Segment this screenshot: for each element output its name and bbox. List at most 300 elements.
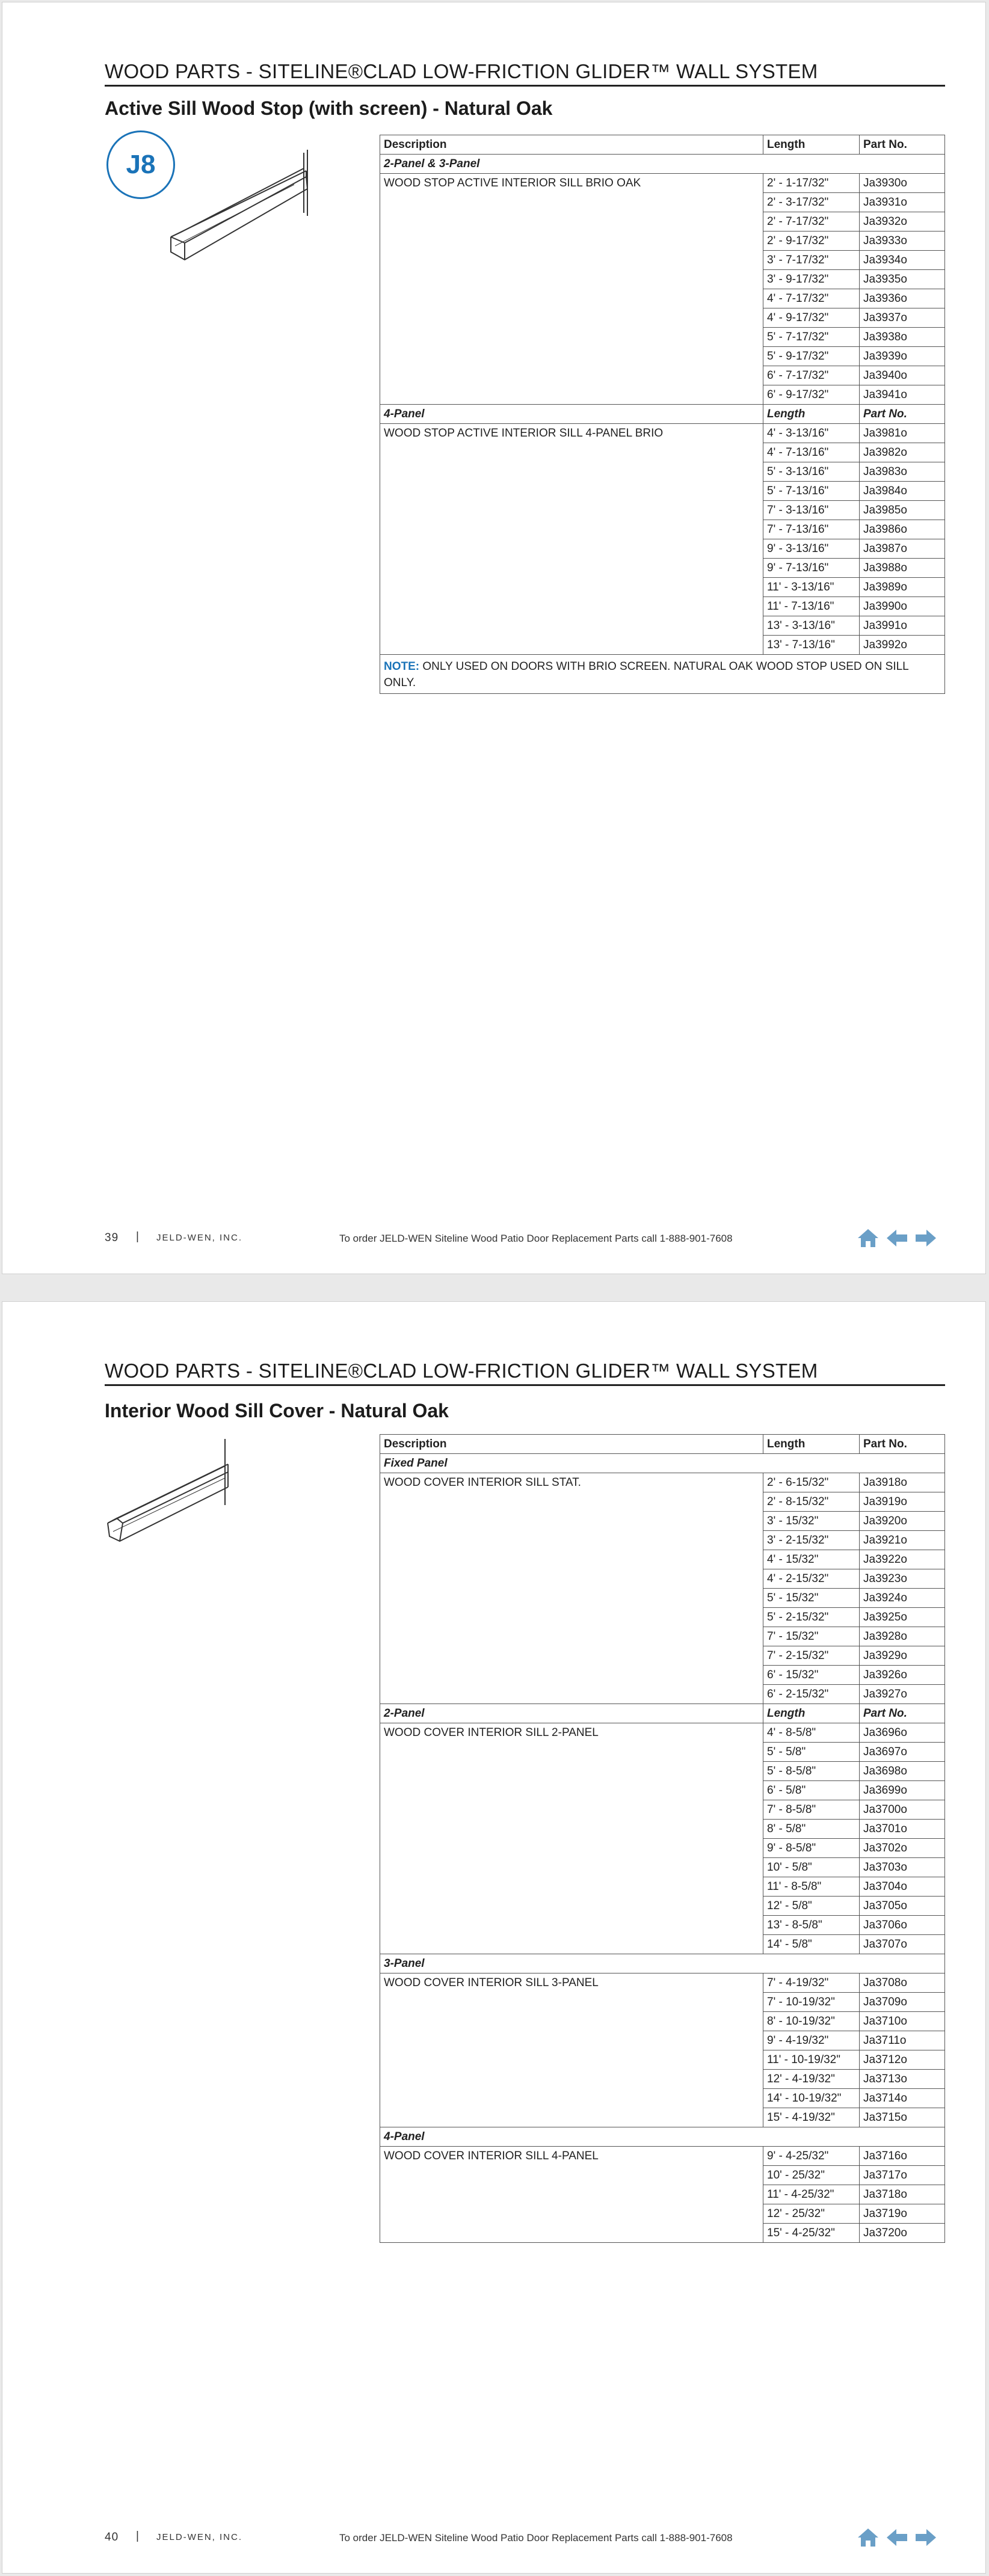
row-description-empty [380,2108,763,2127]
row-description-empty [380,482,763,501]
row-length: 6' - 2-15/32" [763,1685,860,1704]
row-part-number: Ja3987o [860,539,945,559]
row-length: 5' - 9-17/32" [763,347,860,366]
header-part-no: Part No. [860,1435,945,1454]
row-part-number: Ja3710o [860,2012,945,2031]
table-row [380,328,945,347]
back-arrow-icon[interactable] [886,2527,908,2548]
table-row [380,636,945,655]
group-name: 2-Panel [380,1704,763,1723]
forward-arrow-icon[interactable] [914,2527,937,2548]
table-row [380,424,945,443]
row-description-empty [380,1608,763,1627]
row-length: 3' - 7-17/32" [763,251,860,270]
row-description: WOOD STOP ACTIVE INTERIOR SILL 4-PANEL BRIO [380,424,763,443]
table-row [380,1743,945,1762]
row-length: 7' - 2-15/32" [763,1646,860,1666]
row-part-number: Ja3940o [860,366,945,385]
row-length: 7' - 15/32" [763,1627,860,1646]
row-description: WOOD COVER INTERIOR SILL STAT. [380,1473,763,1492]
row-length: 6' - 5/8" [763,1781,860,1800]
row-length: 5' - 3-13/16" [763,462,860,482]
row-part-number: Ja3921o [860,1531,945,1550]
row-description-empty [380,1512,763,1531]
row-description-empty [380,1820,763,1839]
row-description-empty [380,308,763,328]
row-description-empty [380,539,763,559]
row-description-empty [380,1839,763,1858]
table-row [380,1877,945,1897]
row-length: 8' - 10-19/32" [763,2012,860,2031]
footer-separator: | [136,1230,139,1243]
row-part-number: Ja3698o [860,1762,945,1781]
document-title: WOOD PARTS - SITELINE®CLAD LOW-FRICTION GLIDER™ WALL SYSTEM [105,60,818,82]
row-part-number: Ja3939o [860,347,945,366]
row-part-number: Ja3713o [860,2070,945,2089]
header-part-no: Part No. [860,135,945,155]
row-part-number: Ja3714o [860,2089,945,2108]
row-description-empty [380,2012,763,2031]
row-description-empty [380,1858,763,1877]
row-part-number: Ja3991o [860,616,945,636]
table-row [380,482,945,501]
row-length: 13' - 7-13/16" [763,636,860,655]
group-row [380,1704,945,1723]
table-row [380,1492,945,1512]
table-row [380,1839,945,1858]
table-row [380,559,945,578]
nav-icons [857,2527,937,2548]
row-description-empty [380,2089,763,2108]
table-header-row [380,135,945,155]
row-part-number: Ja3984o [860,482,945,501]
row-description-empty [380,1531,763,1550]
row-description-empty [380,1627,763,1646]
table-row [380,1569,945,1589]
row-length: 2' - 8-15/32" [763,1492,860,1512]
row-description-empty [380,385,763,405]
row-length: 6' - 7-17/32" [763,366,860,385]
table-row [380,2012,945,2031]
row-length: 13' - 3-13/16" [763,616,860,636]
row-part-number: Ja3989o [860,578,945,597]
row-description-empty [380,193,763,212]
table-row [380,1800,945,1820]
table-row [380,308,945,328]
table-row [380,2147,945,2166]
table-row [380,1935,945,1954]
row-description: WOOD COVER INTERIOR SILL 2-PANEL [380,1723,763,1743]
wood-stop-illustration [168,147,312,267]
table-row [380,520,945,539]
note-cell [380,655,945,694]
row-length: 4' - 15/32" [763,1550,860,1569]
table-row [380,1512,945,1531]
row-part-number: Ja3702o [860,1839,945,1858]
row-length: 14' - 5/8" [763,1935,860,1954]
row-part-number: Ja3704o [860,1877,945,1897]
group-name: 4-Panel [380,2127,945,2147]
row-length: 8' - 5/8" [763,1820,860,1839]
note-label: NOTE: [384,660,420,673]
row-length: 2' - 6-15/32" [763,1473,860,1492]
row-description-empty [380,1897,763,1916]
row-part-number: Ja3701o [860,1820,945,1839]
row-part-number: Ja3929o [860,1646,945,1666]
row-description-empty [380,443,763,462]
note-text: ONLY USED ON DOORS WITH BRIO SCREEN. NATURAL OAK WOOD STOP USED ON SILL ONLY. [384,660,909,689]
row-length: 3' - 15/32" [763,1512,860,1531]
row-part-number: Ja3936o [860,289,945,308]
header-description: Description [380,135,763,155]
row-part-number: Ja3933o [860,232,945,251]
row-part-number: Ja3697o [860,1743,945,1762]
row-part-number: Ja3986o [860,520,945,539]
row-description-empty [380,1589,763,1608]
group-header-length: Length [763,1704,860,1723]
row-length: 6' - 15/32" [763,1666,860,1685]
row-description: WOOD COVER INTERIOR SILL 4-PANEL [380,2147,763,2166]
table-row [380,1820,945,1839]
row-length: 2' - 9-17/32" [763,232,860,251]
order-info: To order JELD-WEN Siteline Wood Patio Door Replacement Parts call 1-888-901-7608 [339,2532,733,2544]
table-row [380,597,945,616]
row-length: 10' - 5/8" [763,1858,860,1877]
table-row [380,232,945,251]
table-row [380,174,945,193]
row-part-number: Ja3988o [860,559,945,578]
group-header-part: Part No. [860,1704,945,1723]
row-part-number: Ja3925o [860,1608,945,1627]
row-length: 9' - 3-13/16" [763,539,860,559]
row-length: 5' - 8-5/8" [763,1762,860,1781]
row-length: 9' - 8-5/8" [763,1839,860,1858]
row-length: 12' - 4-19/32" [763,2070,860,2089]
row-length: 15' - 4-19/32" [763,2108,860,2127]
row-part-number: Ja3937o [860,308,945,328]
table-row [380,501,945,520]
row-description-empty [380,578,763,597]
row-description-empty [380,2070,763,2089]
row-part-number: Ja3718o [860,2185,945,2204]
group-name: Fixed Panel [380,1454,945,1473]
table-row [380,270,945,289]
row-length: 4' - 3-13/16" [763,424,860,443]
company-name: JELD-WEN, INC. [156,1233,243,1243]
row-part-number: Ja3700o [860,1800,945,1820]
row-length: 14' - 10-19/32" [763,2089,860,2108]
row-description-empty [380,1569,763,1589]
row-part-number: Ja3928o [860,1627,945,1646]
row-part-number: Ja3985o [860,501,945,520]
row-length: 2' - 3-17/32" [763,193,860,212]
row-length: 4' - 7-13/16" [763,443,860,462]
table-row [380,1627,945,1646]
row-part-number: Ja3992o [860,636,945,655]
footer [105,2526,945,2550]
group-name: 4-Panel [380,405,763,424]
table-row [380,2185,945,2204]
row-length: 3' - 9-17/32" [763,270,860,289]
row-description-empty [380,2204,763,2224]
row-description-empty [380,520,763,539]
row-part-number: Ja3931o [860,193,945,212]
row-part-number: Ja3935o [860,270,945,289]
row-length: 11' - 3-13/16" [763,578,860,597]
row-length: 3' - 2-15/32" [763,1531,860,1550]
table-row [380,1550,945,1569]
parts-table [380,135,945,694]
row-length: 15' - 4-25/32" [763,2224,860,2243]
header-length: Length [763,135,860,155]
table-row [380,289,945,308]
row-part-number: Ja3716o [860,2147,945,2166]
row-description-empty [380,1916,763,1935]
group-header-part: Part No. [860,405,945,424]
row-part-number: Ja3990o [860,597,945,616]
row-part-number: Ja3708o [860,1973,945,1993]
table-row [380,1781,945,1800]
row-part-number: Ja3699o [860,1781,945,1800]
row-length: 11' - 8-5/8" [763,1877,860,1897]
row-length: 4' - 8-5/8" [763,1723,860,1743]
note-row [380,655,945,694]
table-row [380,578,945,597]
row-description-empty [380,1935,763,1954]
nav-icons [857,1228,937,1248]
row-length: 10' - 25/32" [763,2166,860,2185]
back-arrow-icon[interactable] [886,1228,908,1248]
title-rule [105,85,945,87]
group-header-length: Length [763,405,860,424]
row-description-empty [380,1762,763,1781]
row-description-empty [380,462,763,482]
table-row [380,212,945,232]
row-length: 11' - 7-13/16" [763,597,860,616]
row-part-number: Ja3720o [860,2224,945,2243]
row-length: 2' - 1-17/32" [763,174,860,193]
row-description-empty [380,597,763,616]
part-badge: J8 [106,130,175,199]
row-length: 13' - 8-5/8" [763,1916,860,1935]
row-description-empty [380,366,763,385]
row-part-number: Ja3918o [860,1473,945,1492]
page-40 [2,1301,986,2574]
row-description-empty [380,1877,763,1897]
section-title: Interior Wood Sill Cover - Natural Oak [105,1400,449,1421]
table-row [380,1666,945,1685]
row-part-number: Ja3920o [860,1512,945,1531]
row-description-empty [380,1800,763,1820]
row-length: 5' - 5/8" [763,1743,860,1762]
row-description-empty [380,2166,763,2185]
header-description: Description [380,1435,763,1454]
forward-arrow-icon[interactable] [914,1228,937,1248]
table-row [380,2224,945,2243]
row-description: WOOD STOP ACTIVE INTERIOR SILL BRIO OAK [380,174,763,193]
row-length: 4' - 7-17/32" [763,289,860,308]
row-part-number: Ja3711o [860,2031,945,2050]
row-part-number: Ja3717o [860,2166,945,2185]
row-description-empty [380,1550,763,1569]
table-row [380,539,945,559]
row-length: 7' - 10-19/32" [763,1993,860,2012]
row-length: 5' - 15/32" [763,1589,860,1608]
footer [105,1227,945,1251]
company-name: JELD-WEN, INC. [156,2532,243,2542]
document-title: WOOD PARTS - SITELINE®CLAD LOW-FRICTION GLIDER™ WALL SYSTEM [105,1360,818,1382]
group-row [380,2127,945,2147]
row-length: 4' - 9-17/32" [763,308,860,328]
row-description-empty [380,1993,763,2012]
table-row [380,1858,945,1877]
row-part-number: Ja3703o [860,1858,945,1877]
home-icon[interactable] [857,2527,880,2548]
row-description-empty [380,636,763,655]
row-part-number: Ja3934o [860,251,945,270]
row-description-empty [380,232,763,251]
group-name: 3-Panel [380,1954,945,1973]
row-description-empty [380,251,763,270]
table-row [380,251,945,270]
row-length: 5' - 7-17/32" [763,328,860,347]
row-length: 12' - 5/8" [763,1897,860,1916]
row-description-empty [380,2050,763,2070]
row-part-number: Ja3983o [860,462,945,482]
row-part-number: Ja3941o [860,385,945,405]
row-part-number: Ja3696o [860,1723,945,1743]
row-length: 7' - 4-19/32" [763,1973,860,1993]
row-length: 9' - 4-25/32" [763,2147,860,2166]
row-description-empty [380,1781,763,1800]
table-row [380,1723,945,1743]
section-title: Active Sill Wood Stop (with screen) - Natural Oak [105,97,553,119]
row-length: 2' - 7-17/32" [763,212,860,232]
row-part-number: Ja3715o [860,2108,945,2127]
row-part-number: Ja3926o [860,1666,945,1685]
sill-cover-illustration [105,1433,237,1553]
table-row [380,193,945,212]
group-row [380,1954,945,1973]
row-length: 9' - 7-13/16" [763,559,860,578]
row-length: 7' - 8-5/8" [763,1800,860,1820]
table-row [380,1646,945,1666]
row-description-empty [380,616,763,636]
row-description-empty [380,501,763,520]
row-part-number: Ja3919o [860,1492,945,1512]
row-description-empty [380,2031,763,2050]
table-row [380,2089,945,2108]
table-row [380,1897,945,1916]
table-row [380,1589,945,1608]
row-part-number: Ja3706o [860,1916,945,1935]
row-part-number: Ja3923o [860,1569,945,1589]
table-row [380,2050,945,2070]
table-row [380,1473,945,1492]
table-row [380,2108,945,2127]
row-length: 9' - 4-19/32" [763,2031,860,2050]
group-row [380,1454,945,1473]
table-row [380,1762,945,1781]
row-part-number: Ja3924o [860,1589,945,1608]
table-row [380,2166,945,2185]
group-row [380,155,945,174]
table-row [380,1685,945,1704]
table-row [380,2031,945,2050]
row-part-number: Ja3707o [860,1935,945,1954]
row-description-empty [380,328,763,347]
table-row [380,462,945,482]
table-row [380,1916,945,1935]
row-part-number: Ja3930o [860,174,945,193]
row-part-number: Ja3712o [860,2050,945,2070]
row-part-number: Ja3982o [860,443,945,462]
page-39 [2,2,986,1274]
table-header-row [380,1435,945,1454]
row-description-empty [380,1666,763,1685]
row-description-empty [380,2224,763,2243]
table-row [380,1993,945,2012]
group-row [380,405,945,424]
row-length: 11' - 10-19/32" [763,2050,860,2070]
order-info: To order JELD-WEN Siteline Wood Patio Door Replacement Parts call 1-888-901-7608 [339,1233,733,1244]
page-number: 39 [105,1231,119,1244]
row-length: 7' - 7-13/16" [763,520,860,539]
row-length: 11' - 4-25/32" [763,2185,860,2204]
table-row [380,2070,945,2089]
row-part-number: Ja3709o [860,1993,945,2012]
row-part-number: Ja3981o [860,424,945,443]
row-part-number: Ja3938o [860,328,945,347]
row-length: 5' - 7-13/16" [763,482,860,501]
row-length: 7' - 3-13/16" [763,501,860,520]
row-description-empty [380,289,763,308]
row-length: 12' - 25/32" [763,2204,860,2224]
row-length: 4' - 2-15/32" [763,1569,860,1589]
home-icon[interactable] [857,1228,880,1248]
table-row [380,443,945,462]
table-row [380,366,945,385]
table-row [380,347,945,366]
row-description-empty [380,1743,763,1762]
row-description-empty [380,212,763,232]
row-length: 6' - 9-17/32" [763,385,860,405]
parts-table [380,1434,945,2243]
row-description-empty [380,2185,763,2204]
table-row [380,1973,945,1993]
row-description-empty [380,1646,763,1666]
table-row [380,1608,945,1627]
footer-separator: | [136,2530,139,2542]
row-part-number: Ja3719o [860,2204,945,2224]
row-description-empty [380,1492,763,1512]
row-part-number: Ja3932o [860,212,945,232]
row-length: 5' - 2-15/32" [763,1608,860,1627]
row-description-empty [380,1685,763,1704]
row-description-empty [380,559,763,578]
table-row [380,2204,945,2224]
row-part-number: Ja3705o [860,1897,945,1916]
table-row [380,616,945,636]
row-description-empty [380,270,763,289]
group-name: 2-Panel & 3-Panel [380,155,945,174]
row-description-empty [380,347,763,366]
row-part-number: Ja3922o [860,1550,945,1569]
row-part-number: Ja3927o [860,1685,945,1704]
page-number: 40 [105,2531,119,2544]
title-rule [105,1384,945,1386]
row-description: WOOD COVER INTERIOR SILL 3-PANEL [380,1973,763,1993]
